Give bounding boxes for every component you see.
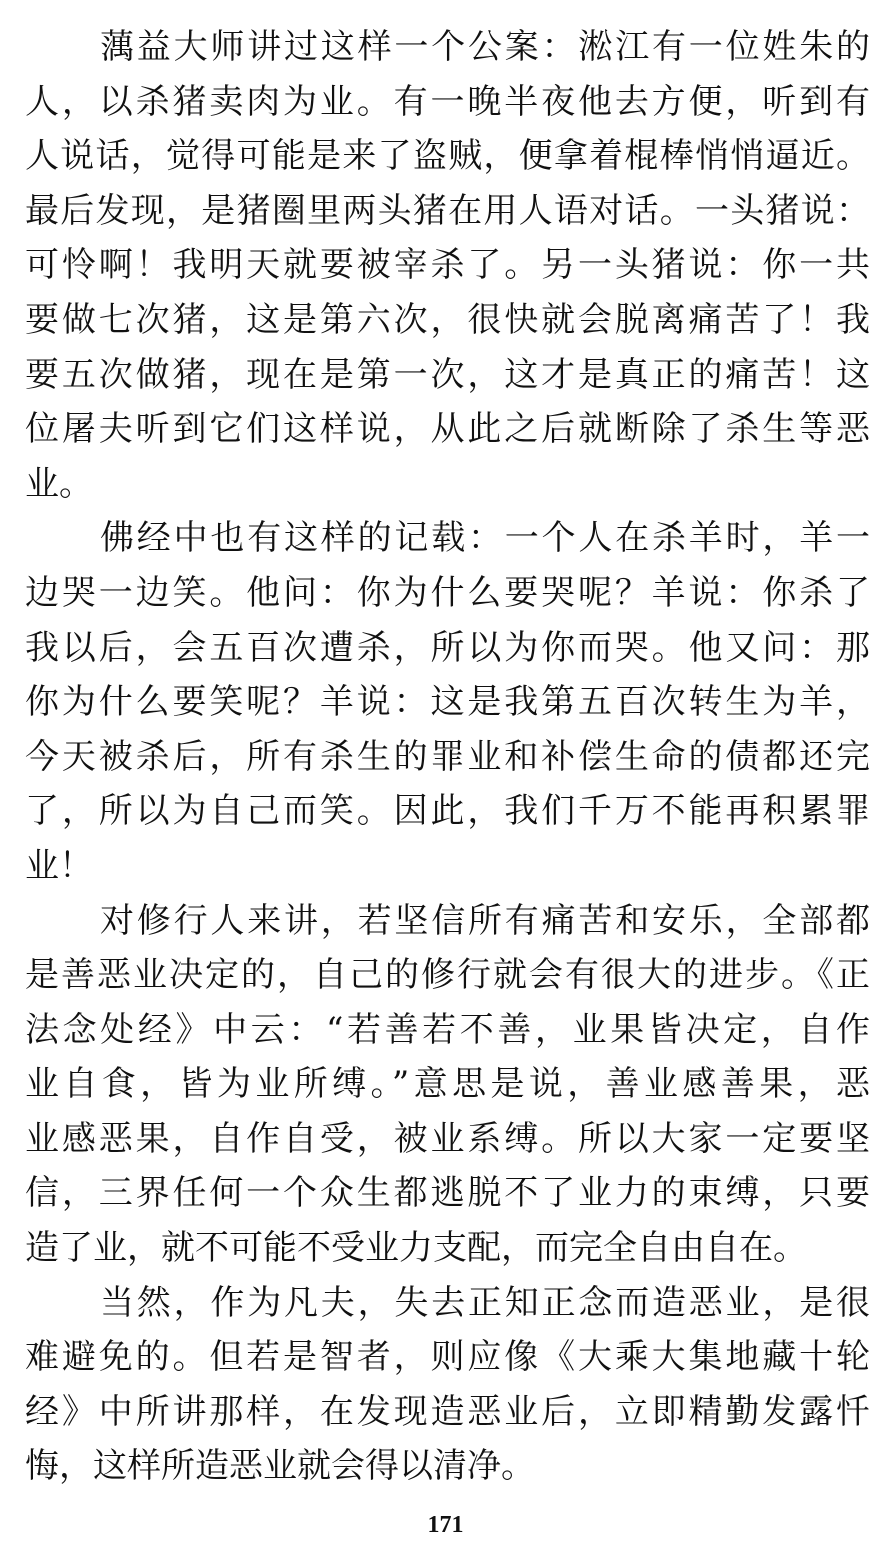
text-line: 造了业，就不可能不受业力支配，而完全自由自在。 bbox=[25, 1228, 807, 1269]
text-line: 可怜啊！我明天就要被宰杀了。另一头猪说：你一共 bbox=[25, 245, 870, 286]
text-line: 是善恶业决定的，自己的修行就会有很大的进步。《正 bbox=[25, 955, 870, 996]
text-line: 信，三界任何一个众生都逃脱不了业力的束缚，只要 bbox=[25, 1173, 870, 1214]
text-line: 要做七次猪，这是第六次，很快就会脱离痛苦了！我 bbox=[25, 299, 870, 340]
text-line: 人，以杀猪卖肉为业。有一晚半夜他去方便，听到有 bbox=[25, 81, 870, 122]
text-line: 当然，作为凡夫，失去正知正念而造恶业，是很 bbox=[100, 1282, 870, 1323]
text-line: 悔，这样所造恶业就会得以清净。 bbox=[25, 1446, 535, 1487]
text-line: 业。 bbox=[25, 463, 93, 504]
text-line: 业感恶果，自作自受，被业系缚。所以大家一定要坚 bbox=[25, 1118, 870, 1159]
text-line: 边哭一边笑。他问：你为什么要哭呢？羊说：你杀了 bbox=[25, 572, 870, 613]
text-line: 你为什么要笑呢？羊说：这是我第五百次转生为羊， bbox=[25, 682, 870, 723]
paragraph-4 bbox=[25, 1276, 870, 1494]
text-line: 蕅益大师讲过这样一个公案：淞江有一位姓朱的 bbox=[100, 27, 870, 67]
text-line: 今天被杀后，所有杀生的罪业和补偿生命的债都还完 bbox=[25, 736, 870, 777]
text-line: 位屠夫听到它们这样说，从此之后就断除了杀生等恶 bbox=[25, 409, 870, 450]
text-line: 经》中所讲那样，在发现造恶业后，立即精勤发露忏 bbox=[25, 1391, 870, 1432]
text-line: 难避免的。但若是智者，则应像《大乘大集地藏十轮 bbox=[25, 1337, 870, 1378]
paragraph-2 bbox=[25, 511, 870, 893]
text-line: 要五次做猪，现在是第一次，这才是真正的痛苦！这 bbox=[25, 354, 870, 395]
text-line: 最后发现，是猪圈里两头猪在用人语对话。一头猪说： bbox=[25, 190, 870, 231]
text-line: 业自食，皆为业所缚。”意思是说，善业感善果，恶 bbox=[25, 1064, 870, 1105]
text-line: 业！ bbox=[25, 845, 93, 886]
text-line: 佛经中也有这样的记载：一个人在杀羊时，羊一 bbox=[100, 518, 870, 559]
text-line: 人说话，觉得可能是来了盗贼，便拿着棍棒悄悄逼近。 bbox=[25, 136, 870, 177]
text-line: 我以后，会五百次遭杀，所以为你而哭。他又问：那 bbox=[25, 627, 870, 668]
page-number: 171 bbox=[427, 1512, 464, 1538]
text-line: 对修行人来讲，若坚信所有痛苦和安乐，全部都 bbox=[100, 900, 870, 941]
text-line: 了，所以为自己而笑。因此，我们千万不能再积累罪 bbox=[25, 791, 870, 832]
paragraph-1 bbox=[25, 20, 870, 511]
page-body bbox=[25, 20, 870, 1494]
text-line: 法念处经》中云：“若善若不善，业果皆决定，自作 bbox=[25, 1009, 870, 1050]
paragraph-3 bbox=[25, 894, 870, 1276]
